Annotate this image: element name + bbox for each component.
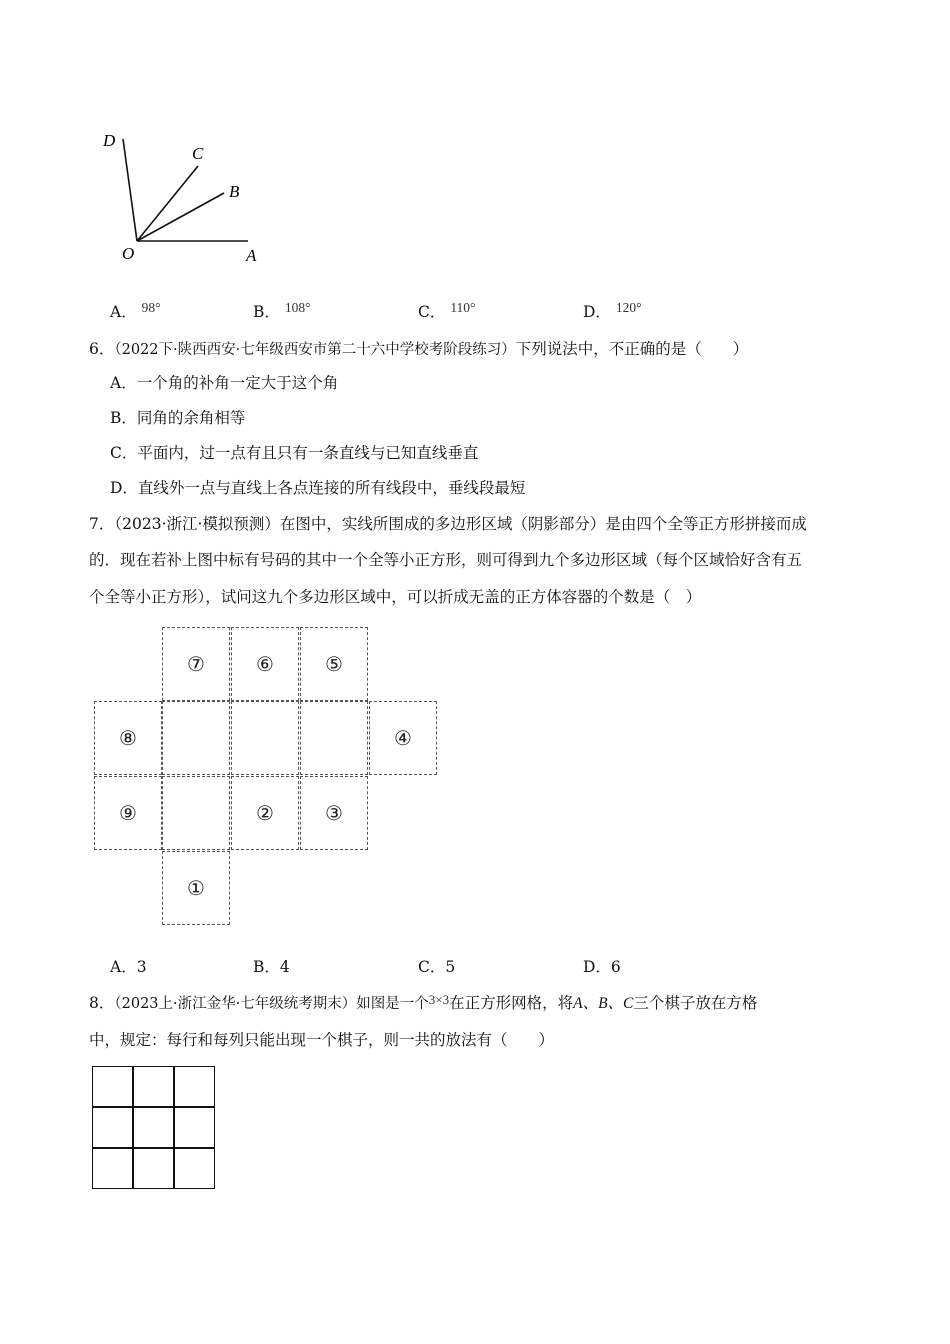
chess-grid bbox=[92, 1066, 216, 1190]
q6-source: （2022下·陕西西安·七年级西安市第二十六中学校考阶段练习） bbox=[114, 342, 516, 358]
net-cell-shaded bbox=[162, 701, 230, 775]
q5-option-c-value: 110° bbox=[450, 300, 476, 315]
label-O: O bbox=[122, 244, 135, 263]
q5-option-a-letter: A． bbox=[110, 303, 137, 321]
q5-option-d-letter: D． bbox=[583, 303, 611, 321]
net-cell-5[interactable]: ⑤ bbox=[300, 627, 368, 701]
grid-cell[interactable] bbox=[92, 1066, 133, 1107]
net-cell-8[interactable]: ⑧ bbox=[94, 701, 162, 775]
q6-stem: 下列说法中，不正确的是（ ） bbox=[515, 340, 749, 358]
angle-figure bbox=[95, 125, 275, 270]
net-cell-9[interactable]: ⑨ bbox=[94, 776, 162, 850]
q6-question bbox=[89, 339, 748, 360]
q5-option-b-value: 108° bbox=[284, 300, 311, 315]
net-grid bbox=[94, 627, 439, 927]
grid-cell[interactable] bbox=[133, 1066, 174, 1107]
q5-option-a-value: 98° bbox=[141, 300, 161, 315]
net-cell-shaded bbox=[231, 701, 299, 775]
net-cell-2[interactable]: ② bbox=[231, 776, 299, 850]
q5-option-b-letter: B． bbox=[253, 303, 280, 321]
ray-OC bbox=[137, 166, 198, 241]
q8-source: （2023上·浙江金华·七年级统考期末）如图是一个 bbox=[114, 996, 429, 1012]
net-cell-shaded bbox=[300, 701, 368, 775]
grid-cell[interactable] bbox=[174, 1107, 215, 1148]
q7-line-3: 个全等小正方形），试问这九个多边形区域中，可以折成无盖的正方体容器的个数是（ ） bbox=[89, 588, 702, 606]
q7-option-d[interactable]: D．6 bbox=[583, 958, 621, 976]
label-A: A bbox=[246, 246, 257, 265]
q8-question bbox=[89, 993, 757, 1014]
q5-option-a[interactable] bbox=[110, 302, 161, 323]
q8-text-c: 三个棋子放在方格 bbox=[633, 994, 758, 1012]
q5-option-c-letter: C． bbox=[418, 303, 446, 321]
q6-option-d[interactable]: D．直线外一点与直线上各点连接的所有线段中，垂线段最短 bbox=[110, 479, 526, 497]
q8-text-b: 在正方形网格，将 bbox=[449, 994, 574, 1012]
q8-pieces: A、B、C bbox=[573, 995, 634, 1012]
ray-OB bbox=[137, 193, 224, 241]
q7-option-a[interactable]: A．3 bbox=[110, 958, 147, 976]
grid-cell[interactable] bbox=[92, 1107, 133, 1148]
q7-question bbox=[89, 514, 807, 534]
label-D: D bbox=[103, 131, 116, 150]
net-cell-3[interactable]: ③ bbox=[300, 776, 368, 850]
net-cell-shaded bbox=[162, 776, 230, 850]
ray-OD bbox=[123, 139, 137, 241]
q5-option-c[interactable] bbox=[418, 302, 475, 323]
q5-option-d-value: 120° bbox=[615, 300, 642, 315]
q8-expr: 3×3 bbox=[428, 992, 450, 1007]
q7-line-2: 的．现在若补上图中标有号码的其中一个全等小正方形，则可得到九个多边形区域（每个区域恰好含有五 bbox=[89, 551, 803, 569]
q8-number: 8． bbox=[89, 994, 115, 1012]
grid-cell[interactable] bbox=[174, 1066, 215, 1107]
q8-line-2: 中，规定：每行和每列只能出现一个棋子，则一共的放法有（ ） bbox=[89, 1031, 555, 1049]
q7-option-c[interactable]: C．5 bbox=[418, 958, 456, 976]
q5-option-d[interactable] bbox=[583, 302, 642, 323]
q6-option-a[interactable]: A．一个角的补角一定大于这个角 bbox=[110, 374, 339, 392]
q7-line-1: （2023·浙江·模拟预测）在图中，实线所围成的多边形区域（阴影部分）是由四个全等正方形拼接而成 bbox=[114, 515, 807, 533]
grid-cell[interactable] bbox=[133, 1107, 174, 1148]
q5-option-b[interactable] bbox=[253, 302, 310, 323]
q6-number: 6． bbox=[89, 340, 115, 358]
grid-cell[interactable] bbox=[133, 1148, 174, 1189]
net-cell-6[interactable]: ⑥ bbox=[231, 627, 299, 701]
net-cell-1[interactable]: ① bbox=[162, 851, 230, 925]
grid-cell[interactable] bbox=[92, 1148, 133, 1189]
q7-number: 7． bbox=[89, 515, 115, 533]
q6-option-c[interactable]: C．平面内，过一点有且只有一条直线与已知直线垂直 bbox=[110, 444, 479, 462]
label-C: C bbox=[192, 144, 204, 163]
label-B: B bbox=[229, 182, 240, 201]
q7-option-b[interactable]: B．4 bbox=[253, 958, 290, 976]
grid-cell[interactable] bbox=[174, 1148, 215, 1189]
net-cell-7[interactable]: ⑦ bbox=[162, 627, 230, 701]
net-cell-4[interactable]: ④ bbox=[369, 701, 437, 775]
q6-option-b[interactable]: B．同角的余角相等 bbox=[110, 409, 246, 427]
